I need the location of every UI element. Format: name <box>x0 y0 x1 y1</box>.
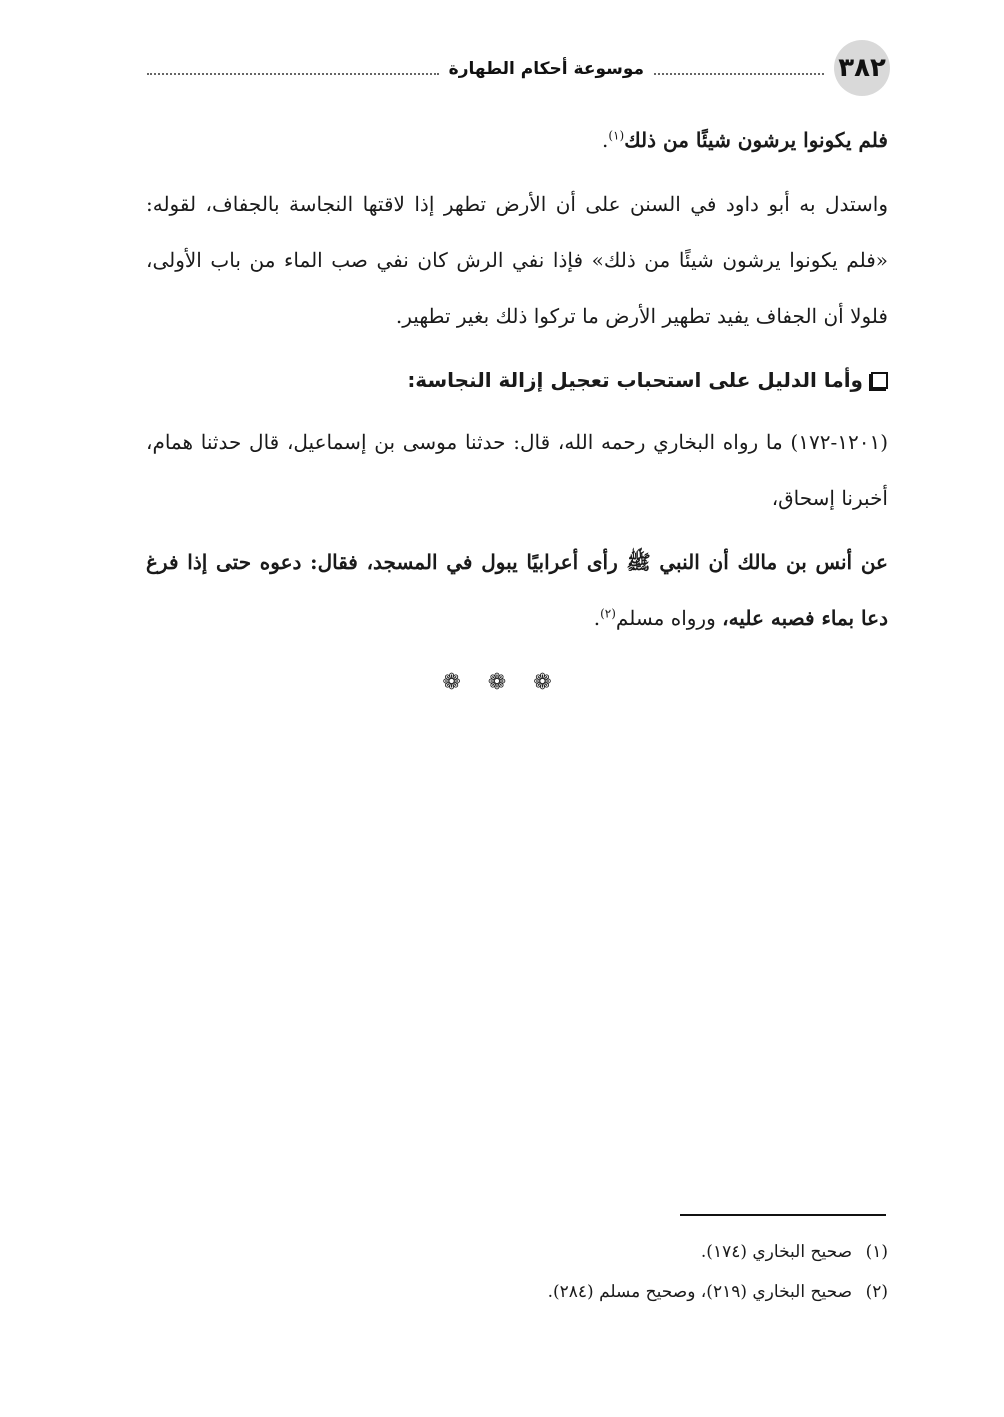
footnotes <box>146 1232 888 1312</box>
page-number-badge: ٣٨٢ <box>834 40 890 96</box>
section-heading <box>146 352 888 408</box>
section-heading-text: وأما الدليل على استحباب تعجيل إزالة النجاسة: <box>407 368 863 392</box>
footnote-2 <box>146 1272 888 1312</box>
paragraph-3: (١٢٠١-١٧٢) ما رواه البخاري رحمه الله، قال: حدثنا موسى بن إسماعيل، قال حدثنا همام، أخبرنا إسحاق، <box>146 430 888 510</box>
hadith-text: عن أنس بن مالك أن النبي ﷺ رأى أعرابيًا يبول في المسجد، فقال: دعوه حتى إذا فرغ دعا بماء فصبه عليه، <box>146 550 888 630</box>
footnote-ref-1[interactable]: (١) <box>608 128 625 143</box>
footnote-ref-2[interactable]: (٢) <box>600 606 616 621</box>
section-separator: ❁ ❁ ❁ <box>442 670 562 695</box>
header-dotted-leader <box>147 73 439 75</box>
header-dotted-leader <box>654 73 824 75</box>
running-title: موسوعة أحكام الطهارة <box>448 59 644 79</box>
paragraph-end: . <box>593 606 601 630</box>
footnote-number: (١) <box>865 1242 888 1262</box>
page-header <box>147 40 890 104</box>
narration-note: ورواه مسلم <box>615 606 723 630</box>
main-text <box>146 112 888 654</box>
footnote-number: (٢) <box>865 1282 888 1302</box>
paragraph-end: . <box>602 128 609 152</box>
footnote-text: صحيح البخاري (١٧٤). <box>700 1242 852 1262</box>
footnote-text: صحيح البخاري (٢١٩)، وصحيح مسلم (٢٨٤). <box>547 1282 852 1302</box>
footnote-rule <box>680 1214 886 1216</box>
quote-text: فلم يكونوا يرشون شيئًا من ذلك <box>624 128 888 152</box>
footnote-1 <box>146 1232 888 1272</box>
paragraph-2: واستدل به أبو داود في السنن على أن الأرض تطهر إذا لاقتها النجاسة بالجفاف، لقوله: «فلم يكونوا يرشون شيئًا من ذلك» فإذا نفي الرش كان نفي صب الماء من باب الأولى، فلولا أن الجفاف يفيد تطهير الأرض ما تركوا ذلك بغير تطهير. <box>146 192 888 328</box>
paragraph-1 <box>146 112 888 168</box>
square-bullet-icon <box>871 372 888 389</box>
paragraph-4 <box>146 534 888 646</box>
running-header <box>147 54 824 84</box>
